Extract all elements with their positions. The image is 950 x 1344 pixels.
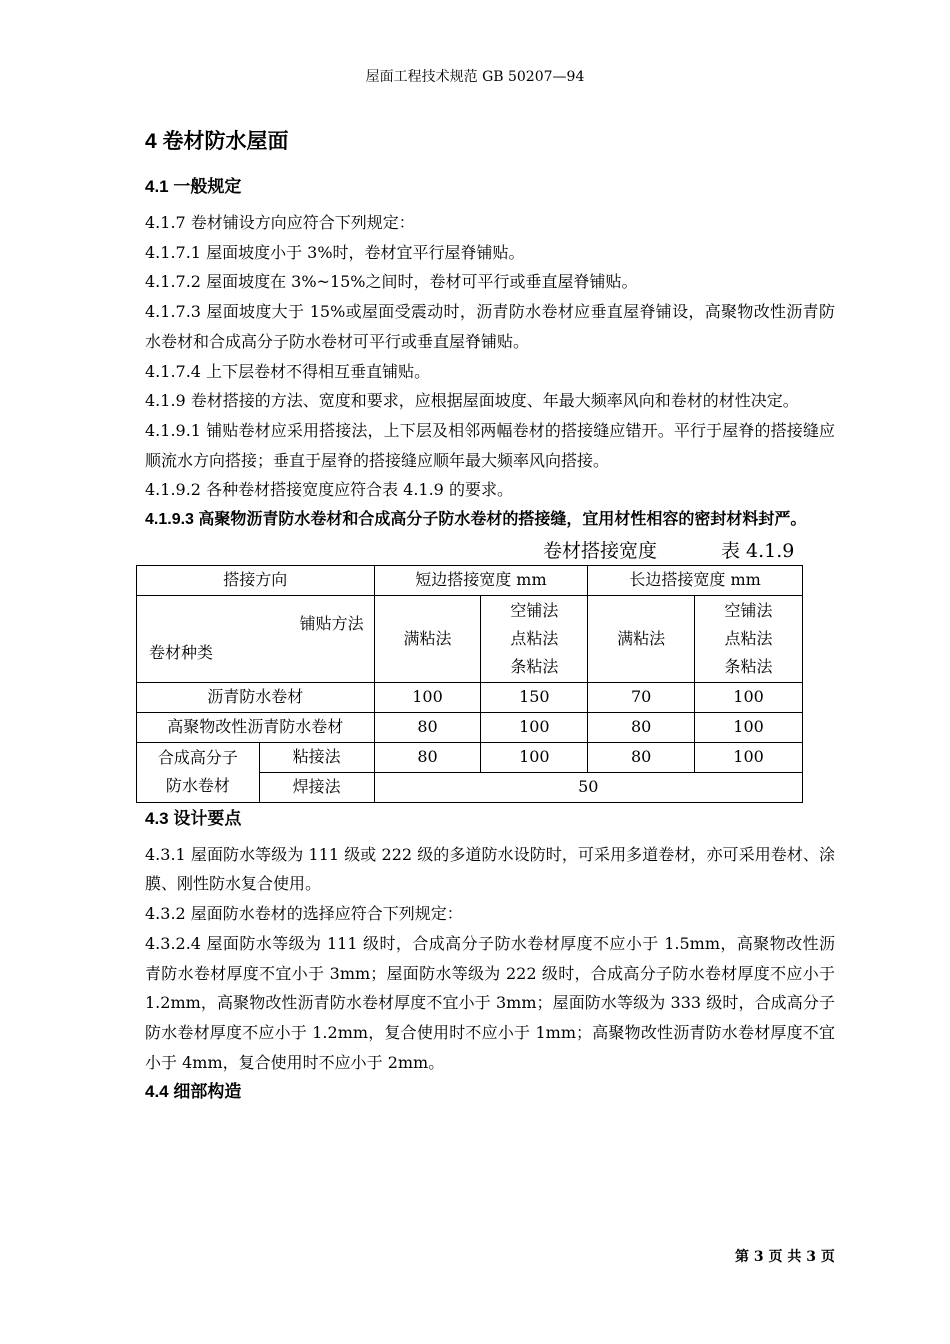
- row-name-synthetic: [137, 742, 260, 802]
- lap-width-table: [136, 565, 803, 803]
- cell-value: 100: [481, 712, 588, 742]
- cell-value: 80: [374, 712, 481, 742]
- header-long-edge: 长边搭接宽度 mm: [588, 565, 803, 595]
- section-title-4-1: 4.1 一般规定: [145, 177, 242, 196]
- page-header: 屋面工程技术规范 GB 50207—94: [365, 69, 585, 85]
- cell-value: 100: [374, 682, 481, 712]
- paragraph-4-1-7-3: 4.1.7.3 屋面坡度大于 15%或屋面受震动时，沥青防水卷材应垂直屋脊铺设，高聚物改性沥青防水卷材和合成高分子防水卷材可平行或垂直屋脊铺贴。: [145, 302, 835, 351]
- method-full-long: 满粘法: [588, 595, 695, 682]
- paragraph-4-1-7-1: 4.1.7.1 屋面坡度小于 3%时，卷材宜平行屋脊铺贴。: [145, 242, 525, 262]
- table-row: [137, 742, 803, 772]
- cell-value: 150: [481, 682, 588, 712]
- cell-value: 100: [695, 742, 803, 772]
- method-full-short: 满粘法: [374, 595, 481, 682]
- method-other-short: [481, 595, 588, 682]
- row-name-line: 合成高分子: [157, 748, 238, 768]
- diagonal-header-cell: [137, 595, 375, 682]
- cell-value: 50: [374, 772, 802, 802]
- paragraph-4-1-9: 4.1.9 卷材搭接的方法、宽度和要求，应根据屋面坡度、年最大频率风向和卷材的材性决定。: [145, 391, 799, 411]
- paragraph-4-1-7: 4.1.7 卷材铺设方向应符合下列规定：: [145, 213, 415, 232]
- method-strip: 条粘法: [724, 656, 773, 676]
- row-name: 高聚物改性沥青防水卷材: [137, 712, 375, 742]
- chapter-title: 4 卷材防水屋面: [145, 130, 289, 153]
- method-other-long: [695, 595, 803, 682]
- header-short-edge: 短边搭接宽度 mm: [374, 565, 588, 595]
- table-header-row: [137, 565, 803, 595]
- table-caption-title: 卷材搭接宽度: [543, 539, 658, 562]
- page-footer: 第 3 页 共 3 页: [735, 1249, 835, 1265]
- table-caption-number: 表 4.1.9: [721, 539, 795, 562]
- header-direction: 搭接方向: [137, 565, 375, 595]
- paragraph-4-1-9-2: 4.1.9.2 各种卷材搭接宽度应符合表 4.1.9 的要求。: [145, 480, 513, 500]
- cell-value: 80: [588, 742, 695, 772]
- table-method-row: [137, 595, 803, 682]
- paragraph-4-3-1: 4.3.1 屋面防水等级为 111 级或 222 级的多道防水设防时，可采用多道卷材，亦可采用卷材、涂膜、刚性防水复合使用。: [145, 844, 835, 894]
- document-body: [145, 120, 835, 1107]
- diag-label-method: 铺贴方法: [299, 613, 364, 633]
- cell-value: 80: [374, 742, 481, 772]
- section-title-4-4: 4.4 细部构造: [145, 1082, 242, 1102]
- table-caption: [145, 535, 835, 565]
- table-row: [137, 682, 803, 712]
- method-point: 点粘法: [724, 628, 773, 648]
- paragraph-4-1-9-3: 4.1.9.3 高聚物沥青防水卷材和合成高分子防水卷材的搭接缝，宜用材性相容的密封材料封严。: [145, 511, 807, 529]
- paragraph-4-1-7-4: 4.1.7.4 上下层卷材不得相互垂直铺贴。: [145, 361, 431, 381]
- row-method: 粘接法: [259, 742, 374, 772]
- paragraph-4-1-9-1: 4.1.9.1 铺贴卷材应采用搭接法，上下层及相邻两幅卷材的搭接缝应错开。平行于屋脊的搭接缝应顺流水方向搭接；垂直于屋脊的搭接缝应顺年最大频率风向搭接。: [145, 420, 835, 470]
- table-row: [137, 712, 803, 742]
- row-name-line: 防水卷材: [165, 776, 230, 796]
- method-strip: 条粘法: [510, 656, 559, 676]
- row-name: 沥青防水卷材: [137, 682, 375, 712]
- cell-value: 100: [695, 682, 803, 712]
- paragraph-4-1-7-2: 4.1.7.2 屋面坡度在 3%~15%之间时，卷材可平行或垂直屋脊铺贴。: [145, 272, 638, 292]
- method-empty: 空铺法: [724, 600, 773, 620]
- method-empty: 空铺法: [510, 600, 559, 620]
- paragraph-4-3-2: 4.3.2 屋面防水卷材的选择应符合下列规定：: [145, 904, 463, 924]
- cell-value: 100: [481, 742, 588, 772]
- cell-value: 70: [588, 682, 695, 712]
- row-method: 焊接法: [259, 772, 374, 802]
- section-title-4-3: 4.3 设计要点: [145, 808, 242, 828]
- cell-value: 80: [588, 712, 695, 742]
- diag-label-type: 卷材种类: [149, 642, 214, 662]
- method-point: 点粘法: [510, 628, 559, 648]
- cell-value: 100: [695, 712, 803, 742]
- paragraph-4-3-2-4: 4.3.2.4 屋面防水等级为 111 级时，合成高分子防水卷材厚度不应小于 1.5mm，高聚物改性沥青防水卷材厚度不宜小于 3mm；屋面防水等级为 222 级时，合成高分子防水卷材厚度不应小于 1.2mm，高聚物改性沥青防水卷材厚度不宜小于 3mm；屋面防水等级为 333 级时，合成高分子防水卷材厚度不应小于 1.2mm，复合使用时不应小于 1mm；高聚物改性沥青防水卷材厚度不宜小于 4mm，复合使用时不应小于 2mm。: [145, 933, 835, 1072]
